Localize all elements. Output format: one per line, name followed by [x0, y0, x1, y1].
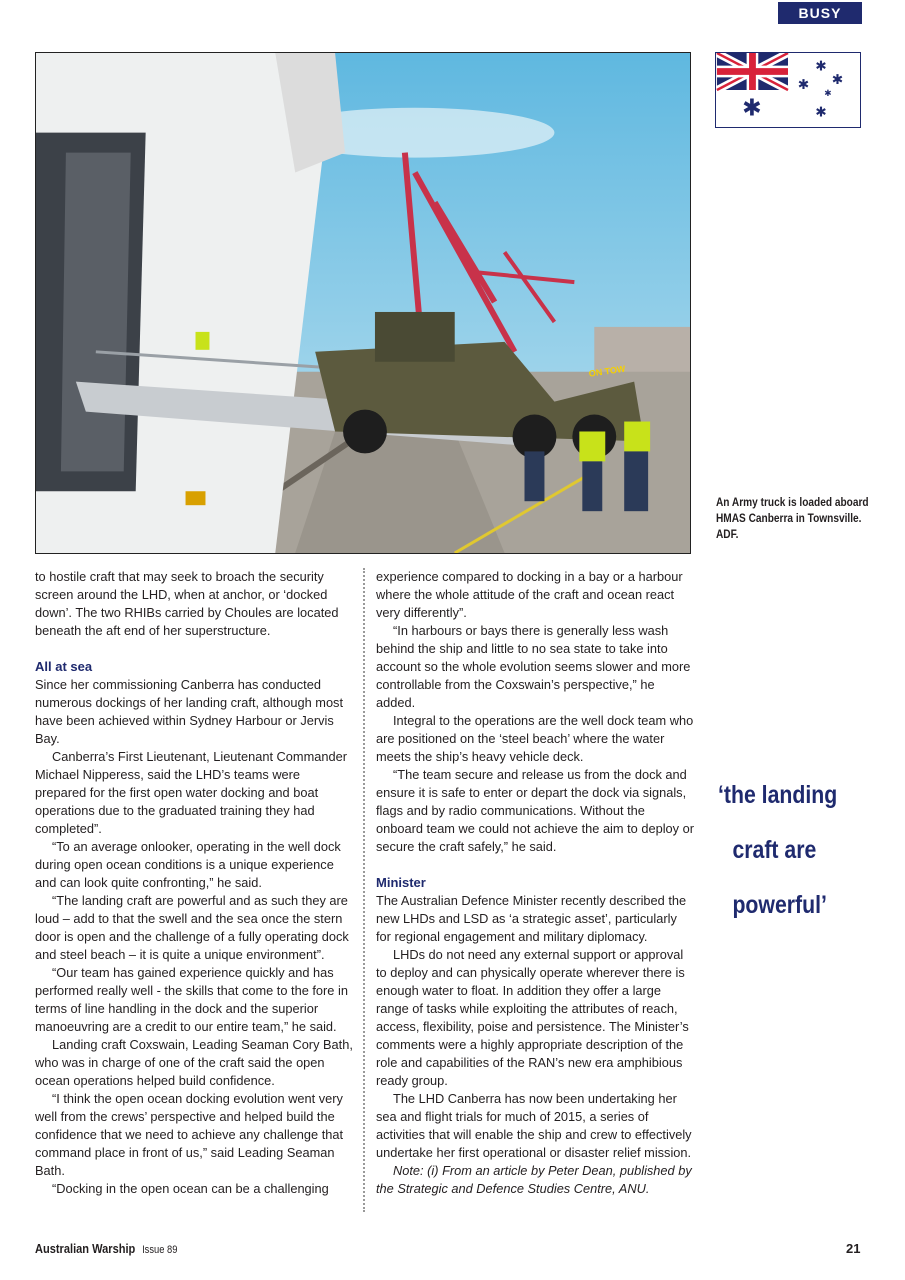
- pull-quote-line: ‘the landing: [718, 781, 838, 809]
- paragraph: “I think the open ocean docking evolution went very well from the crews’ perspective and helped build the confidence that we need to achieve any challenge that command place in front of us,” said Leading Seaman Bath.: [35, 1091, 344, 1178]
- paragraph: Integral to the operations are the well dock team who are positioned on the ‘steel beach’ where the water meets the ship’s heavy vehicle deck.: [376, 713, 694, 764]
- paragraph: LHDs do not need any external support or approval to deploy and can physically operate wherever there is enough water to float. In addition they offer a large range of tasks while exploiting the attributes of reach, access, flexibility, poise and persistence. The Minister’s comments were a highly appropriate description of the role and capabilities of the RAN’s new era amphibious ready group.: [376, 947, 689, 1088]
- photo-army-truck-loading: [35, 52, 691, 554]
- caption-line: An Army truck is loaded aboard: [716, 497, 869, 509]
- page-number: 21: [846, 1241, 861, 1256]
- star-icon: ✱: [831, 72, 844, 89]
- australian-white-ensign-flag: [715, 52, 861, 128]
- caption-line: ADF.: [716, 529, 739, 541]
- paragraph: Canberra’s First Lieutenant, Lieutenant Commander Michael Nipperess, said the LHD’s teams were prepared for the first open water docking and boat operations due to the graduated training they had completed”.: [35, 749, 347, 836]
- star-icon: ✱: [797, 77, 810, 94]
- paragraph: The Australian Defence Minister recently described the new LHDs and LSD as ‘a strategic asset’, particularly for regional engagement and military diplomacy.: [376, 893, 687, 944]
- commonwealth-star-icon: ✱: [742, 93, 762, 122]
- pull-quote: [718, 768, 837, 933]
- star-icon: ✱: [824, 88, 832, 99]
- subheading-minister: Minister: [376, 875, 426, 890]
- subheading-all-at-sea: All at sea: [35, 659, 93, 674]
- column-divider: [363, 568, 365, 1212]
- source-note-text: Note: (i) From an article by Peter Dean, published by the Strategic and Defence Studies Centre, ANU.: [376, 1163, 692, 1196]
- star-icon: ✱: [815, 104, 827, 121]
- truck-on-tow-sign: ON TOW: [588, 363, 626, 379]
- paragraph: experience compared to docking in a bay or a harbour where the whole attitude of the craft and ocean react very differently”.: [376, 569, 683, 620]
- paragraph: The LHD Canberra has now been undertaking her sea and flight trials for much of 2015, a series of activities that will enable the ship and crew to effectively undertake her first operational or disaster relief mission.: [376, 1091, 692, 1160]
- article-column-1: [35, 568, 353, 1198]
- paragraph: “To an average onlooker, operating in the well dock during open ocean conditions is a unique experience and can look quite confronting,” he said.: [35, 839, 341, 890]
- union-jack-icon: [717, 53, 788, 90]
- publication-name: Australian Warship: [35, 1241, 136, 1256]
- paragraph: “In harbours or bays there is generally less wash behind the ship and little to no sea state to take into account so the whole evolution seems slower and more controllable from the Coxswain’s perspective,” he added.: [376, 623, 691, 710]
- paragraph: “The team secure and release us from the dock and ensure it is safe to enter or depart the dock via signals, flags and by radio communications. Without the onboard team we could not achieve the aim to deploy or secure the craft safely,” he said.: [376, 767, 694, 854]
- paragraph: “Our team has gained experience quickly and has performed really well - the skills that come to the fore in terms of line handling in the dock and the superior manoeuvring are a credit to our entire team,” he said.: [35, 965, 348, 1034]
- paragraph: to hostile craft that may seek to broach the security screen around the LHD, when at anchor, or ‘docked down’. The two RHIBs carried by Choules are located beneath the aft end of her superstructure.: [35, 569, 339, 638]
- star-icon: ✱: [815, 58, 827, 75]
- paragraph: “The landing craft are powerful and as such they are loud – add to that the swell and the sea once the stern door is open and the challenge of a fully operating dock and steel beach – it is quite a unique environment”.: [35, 893, 349, 962]
- paragraph: “Docking in the open ocean can be a challenging: [52, 1181, 329, 1196]
- pull-quote-line: powerful’: [732, 891, 827, 919]
- caption-line: HMAS Canberra in Townsville.: [716, 513, 862, 525]
- photo-caption: [716, 495, 870, 543]
- pull-quote-line: craft are: [732, 836, 817, 864]
- section-tag: BUSY TIME: [778, 2, 862, 24]
- article-column-2: [376, 568, 694, 1198]
- paragraph: Since her commissioning Canberra has conducted numerous dockings of her landing craft, although most have been achieved within Sydney Harbour or Jervis Bay.: [35, 677, 344, 746]
- paragraph: Landing craft Coxswain, Leading Seaman Cory Bath, who was in charge of one of the craft said the open ocean operations helped build confidence.: [35, 1037, 353, 1088]
- source-note: [376, 1162, 694, 1198]
- issue-number: Issue 89: [142, 1244, 178, 1256]
- footer-publication: [35, 1241, 177, 1256]
